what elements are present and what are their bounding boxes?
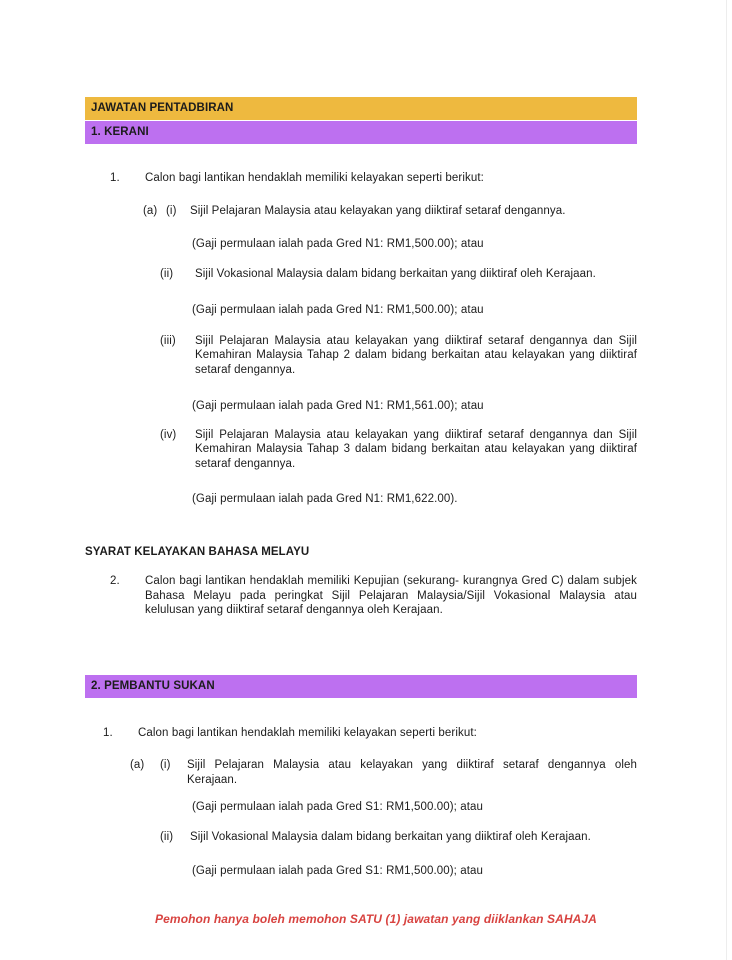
- salary-note: (Gaji permulaan ialah pada Gred S1: RM1,500.00); atau: [192, 801, 484, 813]
- language-requirement-text: Calon bagi lantikan hendaklah memiliki Kepujian (sekurang- kurangnya Gred C) dalam subjek Bahasa Melayu pada peringkat Sijil Pelajaran Malaysia/Sijil Vokasional Malaysia atau kelulusan yang diiktiraf setaraf dengannya oleh Kerajaan.: [145, 575, 637, 616]
- salary-note: (Gaji permulaan ialah pada Gred N1: RM1,622.00).: [192, 493, 458, 505]
- main-header-title: JAWATAN PENTADBIRAN: [91, 102, 234, 115]
- language-requirement-heading: SYARAT KELAYAKAN BAHASA MELAYU: [85, 545, 310, 558]
- section1-title: 1. KERANI: [91, 126, 149, 139]
- salary-note: (Gaji permulaan ialah pada Gred N1: RM1,500.00); atau: [192, 238, 484, 250]
- intro-text: Calon bagi lantikan hendaklah memiliki kelayakan seperti berikut:: [138, 726, 477, 739]
- section2-body: [85, 726, 637, 879]
- section2-intro: [85, 726, 637, 741]
- roman-marker: (i): [166, 204, 177, 217]
- section1-body: [85, 171, 637, 618]
- roman-marker: (ii): [160, 830, 174, 843]
- requirement-text: Sijil Pelajaran Malaysia atau kelayakan yang diiktiraf setaraf dengannya dan Sijil Kemahiran Malaysia Tahap 3 dalam bidang berkaitan atau kelayakan yang diiktiraf setaraf dengannya.: [195, 428, 637, 470]
- requirement-item: [85, 334, 637, 378]
- section2-title: 2. PEMBANTU SUKAN: [91, 679, 215, 692]
- section1-intro: [85, 171, 637, 186]
- language-requirement-item: [85, 574, 637, 618]
- intro-text: Calon bagi lantikan hendaklah memiliki kelayakan seperti berikut:: [145, 172, 484, 184]
- list-number: 2.: [110, 575, 120, 587]
- requirement-text: Sijil Vokasional Malaysia dalam bidang berkaitan yang diiktiraf oleh Kerajaan.: [190, 830, 591, 843]
- requirement-item: [85, 758, 637, 787]
- outer-marker: (a): [143, 204, 158, 217]
- requirement-item: [85, 267, 637, 282]
- roman-marker: (iv): [160, 428, 177, 441]
- roman-marker: (iii): [160, 334, 176, 347]
- list-number: 1.: [110, 172, 120, 184]
- list-number: 1.: [103, 726, 113, 739]
- single-application-notice: Pemohon hanya boleh memohon SATU (1) jawatan yang diiklankan SAHAJA: [155, 911, 597, 926]
- section1-header-bar: [85, 121, 637, 144]
- salary-note: (Gaji permulaan ialah pada Gred N1: RM1,500.00); atau: [192, 304, 484, 316]
- requirement-text: Sijil Vokasional Malaysia dalam bidang berkaitan yang diiktiraf oleh Kerajaan.: [195, 267, 596, 280]
- requirement-item: [85, 204, 637, 219]
- requirement-text: Sijil Pelajaran Malaysia atau kelayakan yang diiktiraf setaraf dengannya dan Sijil Kemahiran Malaysia Tahap 2 dalam bidang berkaitan atau kelayakan yang diiktiraf setaraf dengannya.: [195, 334, 637, 376]
- requirement-item: [85, 428, 637, 472]
- salary-note: (Gaji permulaan ialah pada Gred S1: RM1,500.00); atau: [192, 865, 484, 877]
- page-edge-line: [726, 0, 727, 960]
- salary-note: (Gaji permulaan ialah pada Gred N1: RM1,561.00); atau: [192, 400, 484, 412]
- section2-header-bar: [85, 675, 637, 698]
- requirement-text: Sijil Pelajaran Malaysia atau kelayakan yang diiktiraf setaraf dengannya.: [190, 204, 566, 217]
- document-content: [85, 97, 637, 926]
- roman-marker: (ii): [160, 267, 174, 280]
- main-header-bar: [85, 97, 637, 120]
- requirement-text: Sijil Pelajaran Malaysia atau kelayakan yang diiktiraf setaraf dengannya oleh Kerajaan.: [187, 759, 637, 786]
- outer-marker: (a): [130, 759, 145, 771]
- roman-marker: (i): [160, 759, 171, 771]
- requirement-item: [85, 830, 637, 845]
